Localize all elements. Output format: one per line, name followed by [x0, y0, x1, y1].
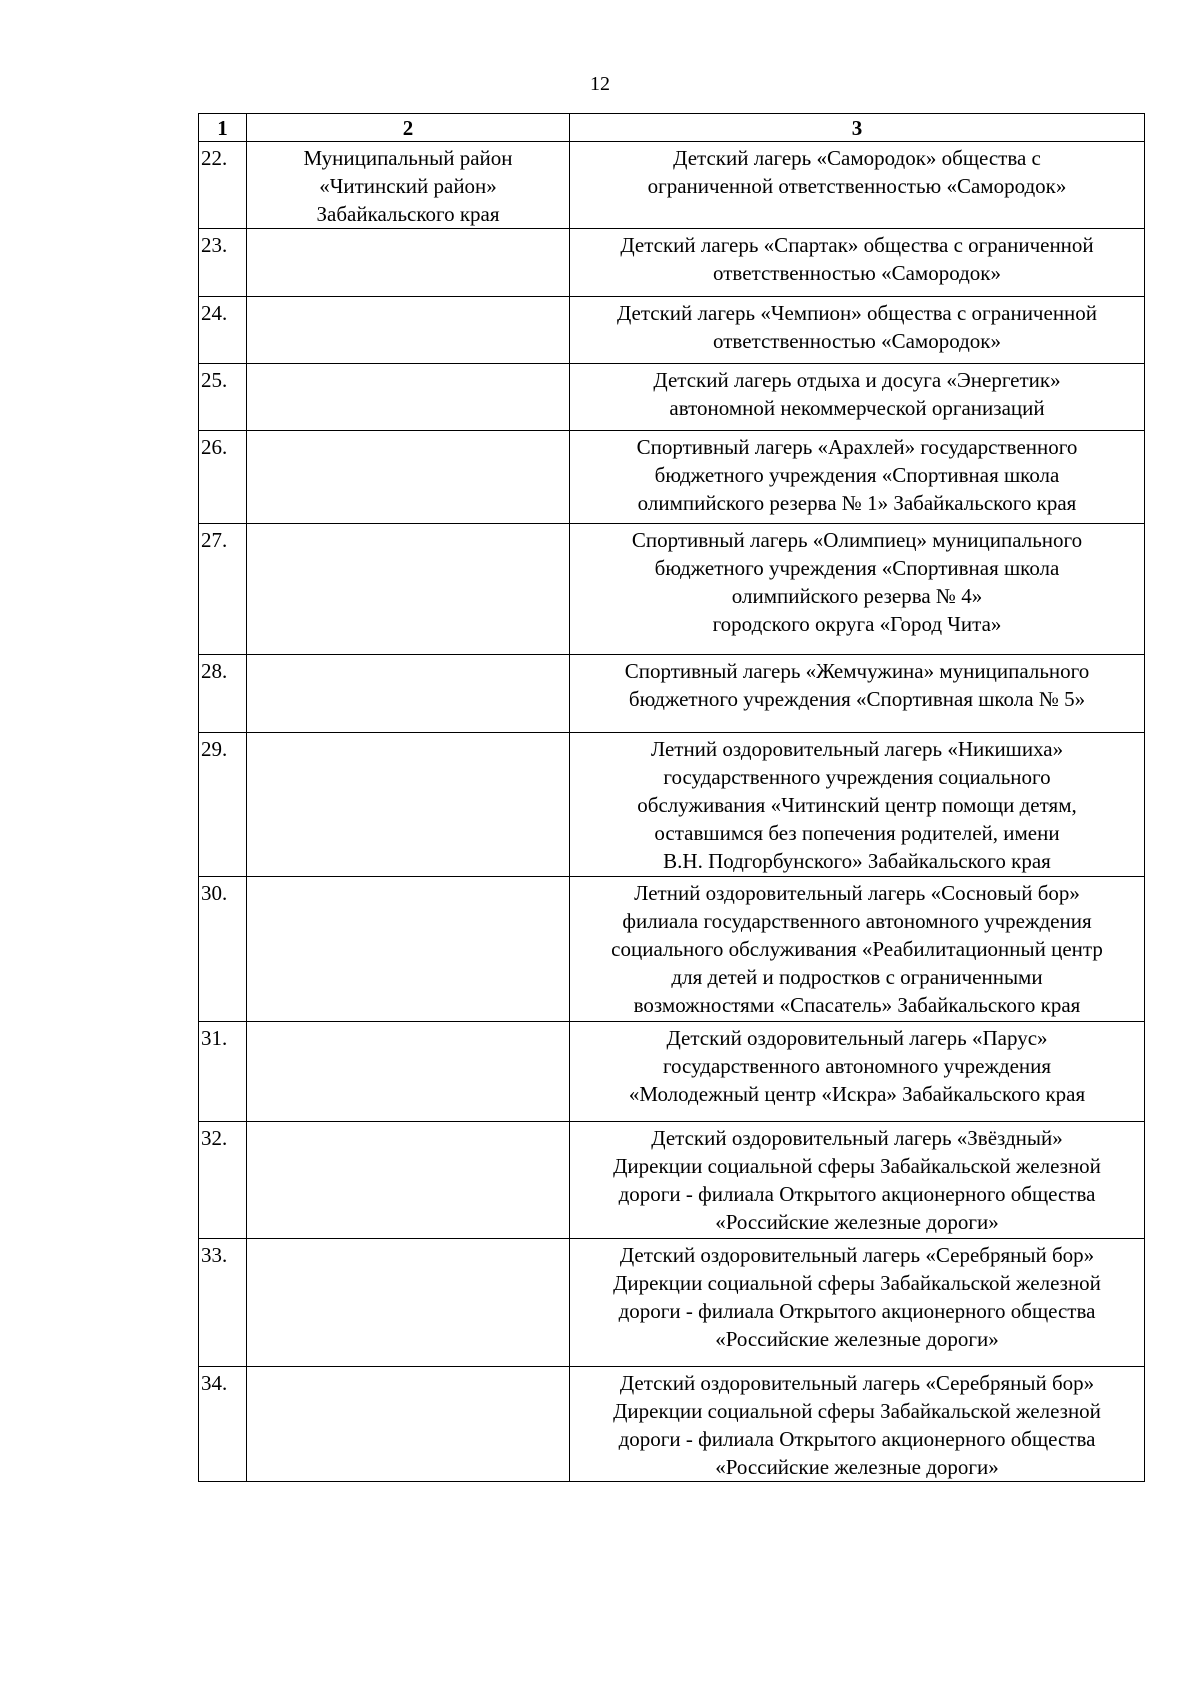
- camp-name-cell: [570, 1122, 1145, 1239]
- table-row: [199, 1122, 1145, 1239]
- camp-name-line: ограниченной ответственностью «Самородок»: [647, 174, 1067, 198]
- camp-name-line: дороги - филиала Открытого акционерного общества: [618, 1427, 1096, 1451]
- district-cell-empty: [247, 877, 570, 1022]
- camps-table: [198, 113, 1145, 1482]
- camp-name-line: Спортивный лагерь «Жемчужина» муниципального: [624, 659, 1090, 683]
- camp-name-line: ответственностью «Самородок»: [713, 261, 1001, 285]
- district-line: Муниципальный район: [303, 146, 513, 170]
- district-cell-empty: [247, 364, 570, 431]
- district-cell-empty: [247, 1122, 570, 1239]
- header-row: [199, 114, 1145, 142]
- camp-name-line: Дирекции социальной сферы Забайкальской железной: [613, 1154, 1101, 1178]
- table-row: [199, 1367, 1145, 1482]
- camp-name-line: филиала государственного автономного учреждения: [622, 909, 1092, 933]
- camp-name-line: автономной некоммерческой организаций: [669, 396, 1045, 420]
- row-number: 22.: [199, 142, 247, 229]
- camp-name-line: Летний оздоровительный лагерь «Сосновый бор»: [634, 881, 1080, 905]
- camp-name-line: Спортивный лагерь «Олимпиец» муниципального: [631, 528, 1083, 552]
- table-row: [199, 142, 1145, 229]
- camp-name-line: Детский оздоровительный лагерь «Серебряный бор»: [619, 1371, 1095, 1395]
- header-col-2: 2: [247, 114, 570, 142]
- camp-name-line: обслуживания «Читинский центр помощи детям,: [637, 793, 1077, 817]
- camp-name-line: государственного учреждения социального: [663, 765, 1051, 789]
- row-number: 31.: [199, 1022, 247, 1122]
- table-row: [199, 297, 1145, 364]
- district-cell-empty: [247, 1022, 570, 1122]
- camp-name-line: Детский лагерь «Самородок» общества с: [673, 146, 1041, 170]
- district-cell-empty: [247, 524, 570, 655]
- camp-name-line: бюджетного учреждения «Спортивная школа № 5»: [628, 687, 1086, 711]
- row-number: 24.: [199, 297, 247, 364]
- camp-name-line: В.Н. Подгорбунского» Забайкальского края: [663, 849, 1051, 873]
- row-number: 32.: [199, 1122, 247, 1239]
- row-number: 33.: [199, 1239, 247, 1367]
- camp-name-line: бюджетного учреждения «Спортивная школа: [654, 463, 1060, 487]
- camp-name-cell: [570, 1367, 1145, 1482]
- camp-name-cell: [570, 229, 1145, 297]
- table-row: [199, 877, 1145, 1022]
- district-cell: [247, 142, 570, 229]
- district-cell-empty: [247, 229, 570, 297]
- camp-name-cell: [570, 297, 1145, 364]
- district-cell-empty: [247, 431, 570, 524]
- header-col-1: 1: [199, 114, 247, 142]
- camp-name-cell: [570, 142, 1145, 229]
- camp-name-line: государственного автономного учреждения: [662, 1054, 1052, 1078]
- row-number: 23.: [199, 229, 247, 297]
- header-col-3: 3: [570, 114, 1145, 142]
- row-number: 27.: [199, 524, 247, 655]
- camp-name-line: городского округа «Город Чита»: [712, 612, 1002, 636]
- camp-name-line: олимпийского резерва № 4»: [731, 584, 983, 608]
- table-row: [199, 431, 1145, 524]
- camp-name-line: «Российские железные дороги»: [715, 1210, 999, 1234]
- district-cell-empty: [247, 733, 570, 877]
- district-line: Забайкальского края: [316, 202, 500, 226]
- row-number: 26.: [199, 431, 247, 524]
- camp-name-cell: [570, 524, 1145, 655]
- district-line: «Читинский район»: [319, 174, 497, 198]
- row-number: 30.: [199, 877, 247, 1022]
- table-row: [199, 364, 1145, 431]
- camp-name-line: Дирекции социальной сферы Забайкальской железной: [613, 1399, 1101, 1423]
- camp-name-line: Дирекции социальной сферы Забайкальской железной: [613, 1271, 1101, 1295]
- camp-name-cell: [570, 431, 1145, 524]
- camp-name-cell: [570, 1022, 1145, 1122]
- camp-name-cell: [570, 1239, 1145, 1367]
- table-row: [199, 1022, 1145, 1122]
- table-row: [199, 524, 1145, 655]
- camp-name-line: Детский оздоровительный лагерь «Звёздный»: [651, 1126, 1063, 1150]
- district-cell-empty: [247, 297, 570, 364]
- camp-name-line: для детей и подростков с ограниченными: [671, 965, 1043, 989]
- page-number: 12: [590, 73, 610, 95]
- row-number: 28.: [199, 655, 247, 733]
- camp-name-line: Спортивный лагерь «Арахлей» государственного: [636, 435, 1078, 459]
- camp-name-line: Детский лагерь отдыха и досуга «Энергетик»: [653, 368, 1061, 392]
- camp-name-line: бюджетного учреждения «Спортивная школа: [654, 556, 1060, 580]
- camp-name-cell: [570, 655, 1145, 733]
- table-row: [199, 655, 1145, 733]
- camp-name-line: «Российские железные дороги»: [715, 1455, 999, 1479]
- district-cell-empty: [247, 1367, 570, 1482]
- row-number: 29.: [199, 733, 247, 877]
- row-number: 34.: [199, 1367, 247, 1482]
- camp-name-line: дороги - филиала Открытого акционерного общества: [618, 1182, 1096, 1206]
- camp-name-line: социального обслуживания «Реабилитационный центр: [611, 937, 1103, 961]
- camp-name-line: Летний оздоровительный лагерь «Никишиха»: [650, 737, 1064, 761]
- camp-name-line: Детский оздоровительный лагерь «Серебряный бор»: [619, 1243, 1095, 1267]
- camp-name-line: ответственностью «Самородок»: [713, 329, 1001, 353]
- table-row: [199, 733, 1145, 877]
- camp-name-cell: [570, 364, 1145, 431]
- district-cell-empty: [247, 1239, 570, 1367]
- camp-name-cell: [570, 877, 1145, 1022]
- camp-name-line: олимпийского резерва № 1» Забайкальского края: [637, 491, 1077, 515]
- camp-name-line: возможностями «Спасатель» Забайкальского края: [633, 993, 1081, 1017]
- camp-name-cell: [570, 733, 1145, 877]
- row-number: 25.: [199, 364, 247, 431]
- table-row: [199, 1239, 1145, 1367]
- camp-name-line: Детский оздоровительный лагерь «Парус»: [666, 1026, 1048, 1050]
- camp-name-line: «Молодежный центр «Искра» Забайкальского края: [628, 1082, 1086, 1106]
- camp-name-line: оставшимся без попечения родителей, имени: [654, 821, 1060, 845]
- camp-name-line: «Российские железные дороги»: [715, 1327, 999, 1351]
- camp-name-line: Детский лагерь «Спартак» общества с ограниченной: [620, 233, 1094, 257]
- district-cell-empty: [247, 655, 570, 733]
- camp-name-line: Детский лагерь «Чемпион» общества с ограниченной: [616, 301, 1098, 325]
- table-row: [199, 229, 1145, 297]
- camp-name-line: дороги - филиала Открытого акционерного общества: [618, 1299, 1096, 1323]
